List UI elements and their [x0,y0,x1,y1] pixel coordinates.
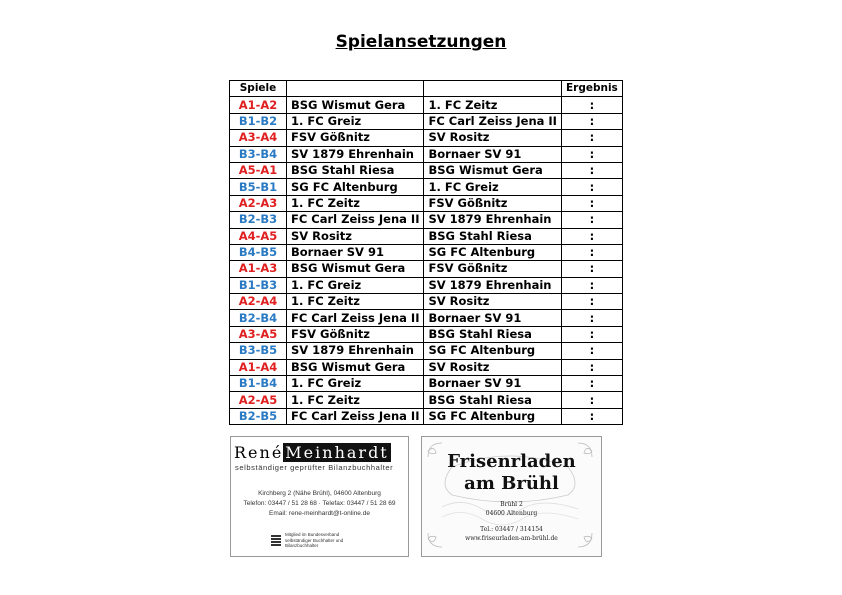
match-code: A3-A5 [230,326,287,342]
home-team: FSV Gößnitz [287,130,424,146]
result-cell: : [561,195,622,211]
home-team: 1. FC Zeitz [287,195,424,211]
match-code: A5-A1 [230,162,287,178]
match-code: B2-B5 [230,408,287,424]
result-cell: : [561,179,622,195]
away-team: SV 1879 Ehrenhain [424,212,561,228]
match-code: A1-A4 [230,359,287,375]
ad-meinhardt-contact [231,489,408,519]
match-code: B2-B3 [230,212,287,228]
ad-meinhardt-first-name: René [234,443,284,462]
result-cell: : [561,392,622,408]
match-code: B5-B1 [230,179,287,195]
away-team: SV Rositz [424,130,561,146]
result-cell: : [561,146,622,162]
away-team: 1. FC Zeitz [424,97,561,113]
match-code: A2-A4 [230,294,287,310]
table-row [230,179,623,195]
result-cell: : [561,277,622,293]
match-code: B2-B4 [230,310,287,326]
away-team: FSV Gößnitz [424,261,561,277]
match-code: B4-B5 [230,244,287,260]
ad-friseur-web: www.friseurladen-am-brühl.de [465,534,558,542]
ad-meinhardt [230,436,409,557]
schedule-table [229,80,623,425]
result-cell: : [561,343,622,359]
result-cell: : [561,113,622,129]
away-team: SV Rositz [424,294,561,310]
away-team: SV Rositz [424,359,561,375]
away-team: FSV Gößnitz [424,195,561,211]
away-team: BSG Wismut Gera [424,162,561,178]
home-team: SV Rositz [287,228,424,244]
ad-friseur [421,436,602,557]
ad-friseur-city: 04600 Altenburg [485,509,538,517]
away-team: BSG Stahl Riesa [424,392,561,408]
result-cell: : [561,130,622,146]
table-row [230,294,623,310]
result-cell: : [561,97,622,113]
home-team: Bornaer SV 91 [287,244,424,260]
match-code: B3-B5 [230,343,287,359]
match-code: A2-A3 [230,195,287,211]
ad-friseur-name-line1: Frisenrladen [447,451,576,472]
ad-meinhardt-membership [271,532,365,549]
header-ergebnis: Ergebnis [561,81,622,97]
home-team: 1. FC Greiz [287,113,424,129]
table-row [230,392,623,408]
away-team: Bornaer SV 91 [424,310,561,326]
ad-meinhardt-name [234,443,391,462]
table-row [230,244,623,260]
match-code: A1-A3 [230,261,287,277]
home-team: FC Carl Zeiss Jena II [287,310,424,326]
match-code: A3-A4 [230,130,287,146]
table-row [230,130,623,146]
home-team: 1. FC Greiz [287,376,424,392]
away-team: Bornaer SV 91 [424,146,561,162]
away-team: Bornaer SV 91 [424,376,561,392]
match-code: B1-B4 [230,376,287,392]
header-spiele: Spiele [230,81,287,97]
result-cell: : [561,376,622,392]
home-team: BSG Stahl Riesa [287,162,424,178]
home-team: 1. FC Zeitz [287,294,424,310]
header-home [287,81,424,97]
home-team: FC Carl Zeiss Jena II [287,408,424,424]
table-row [230,162,623,178]
result-cell: : [561,162,622,178]
home-team: SV 1879 Ehrenhain [287,343,424,359]
result-cell: : [561,408,622,424]
table-row [230,310,623,326]
match-code: A2-A5 [230,392,287,408]
table-row [230,408,623,424]
ad-friseur-street: Brühl 2 [500,501,523,508]
home-team: SG FC Altenburg [287,179,424,195]
result-cell: : [561,228,622,244]
table-row [230,359,623,375]
away-team: SG FC Altenburg [424,244,561,260]
table-row [230,343,623,359]
table-row [230,228,623,244]
away-team: BSG Stahl Riesa [424,326,561,342]
ad-friseur-name [422,451,601,495]
table-row [230,261,623,277]
away-team: FC Carl Zeiss Jena II [424,113,561,129]
result-cell: : [561,244,622,260]
home-team: BSG Wismut Gera [287,261,424,277]
ad-friseur-info [422,501,601,543]
result-cell: : [561,261,622,277]
home-team: 1. FC Greiz [287,277,424,293]
away-team: SV 1879 Ehrenhain [424,277,561,293]
ad-friseur-phone: Tel.: 03447 / 314154 [480,526,543,533]
match-code: A1-A2 [230,97,287,113]
table-row [230,195,623,211]
home-team: SV 1879 Ehrenhain [287,146,424,162]
match-code: B1-B3 [230,277,287,293]
result-cell: : [561,212,622,228]
table-row [230,97,623,113]
association-logo-icon [271,534,281,546]
match-code: B3-B4 [230,146,287,162]
result-cell: : [561,359,622,375]
away-team: SG FC Altenburg [424,408,561,424]
table-row [230,146,623,162]
away-team: 1. FC Greiz [424,179,561,195]
ad-meinhardt-address: Kirchberg 2 (Nähe Brühl), 04600 Altenburg [258,490,381,497]
header-away [424,81,561,97]
table-header-row [230,81,623,97]
ad-friseur-name-line2: am Brühl [464,473,559,494]
away-team: SG FC Altenburg [424,343,561,359]
ad-meinhardt-email: Email: rene-meinhardt@t-online.de [269,510,370,517]
result-cell: : [561,326,622,342]
home-team: FSV Gößnitz [287,326,424,342]
ad-meinhardt-phone: Telefon: 03447 / 51 28 68 · Telefax: 03447 / 51 28 69 [243,500,396,507]
table-row [230,113,623,129]
table-row [230,326,623,342]
home-team: 1. FC Zeitz [287,392,424,408]
ad-meinhardt-tagline: selbständiger geprüfter Bilanzbuchhalter [235,463,394,472]
home-team: BSG Wismut Gera [287,359,424,375]
page-title: Spielansetzungen [335,32,507,52]
match-code: B1-B2 [230,113,287,129]
away-team: BSG Stahl Riesa [424,228,561,244]
home-team: BSG Wismut Gera [287,97,424,113]
table-row [230,277,623,293]
ad-meinhardt-member-text: Mitglied im Bundesverband selbständiger Buchhalter und Bilanzbuchhalter [285,532,344,548]
result-cell: : [561,310,622,326]
home-team: FC Carl Zeiss Jena II [287,212,424,228]
result-cell: : [561,294,622,310]
match-code: A4-A5 [230,228,287,244]
table-row [230,376,623,392]
table-row [230,212,623,228]
ad-meinhardt-last-name: Meinhardt [285,443,389,462]
